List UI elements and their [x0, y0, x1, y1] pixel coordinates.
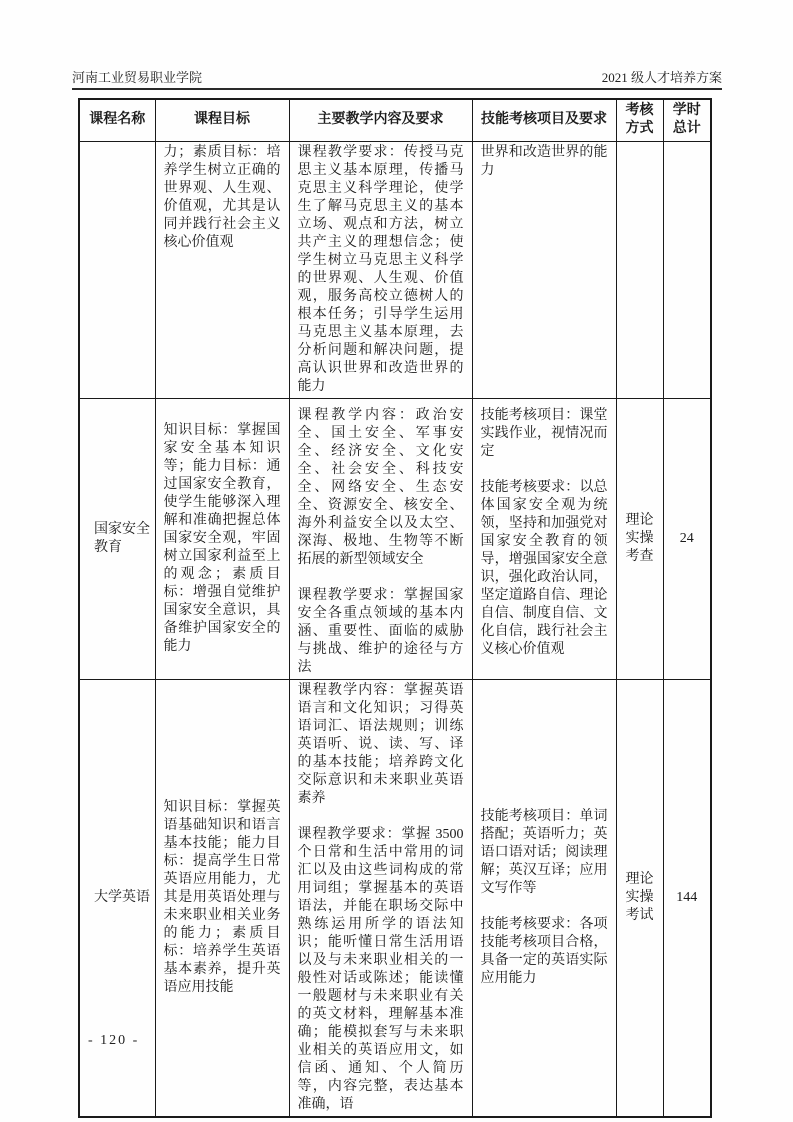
cell-course-name: 国家安全教育 [79, 398, 155, 679]
assessment-paragraph: 世界和改造世界的能力 [480, 144, 608, 178]
objectives-text: 知识目标：掌握国家安全基本知识等；能力目标：通过国家安全教育，使学生能够深入理解和准确把握总体国家安全观，牢固树立国家利益至上的观念；素质目标：增强自觉维护国家安全意识，具备维护国家安全的能力 [163, 422, 281, 654]
content-paragraph: 课程教学要求：掌握国家安全各重点领域的基本内涵、重要性、面临的威胁与挑战、维护的途径与方法 [297, 587, 464, 675]
cell-hours: 144 [663, 679, 711, 1117]
column-header-course-name: 课程名称 [79, 99, 155, 141]
column-header-content: 主要教学内容及要求 [289, 99, 472, 141]
table-row [79, 679, 711, 1117]
cell-objectives [155, 398, 289, 679]
column-header-method: 考核方式 [616, 99, 663, 141]
cell-objectives [155, 141, 289, 398]
cell-objectives [155, 679, 289, 1117]
column-header-hours: 学时总计 [663, 99, 711, 141]
course-table [78, 98, 712, 1118]
cell-course-name [79, 141, 155, 398]
cell-course-name: 大学英语 [79, 679, 155, 1117]
content-paragraph: 课程教学要求：传授马克思主义基本原理，传播马克思主义科学理论，使学生了解马克思主义的基本立场、观点和方法，树立共产主义的理想信念；使学生树立马克思主义科学的世界观、人生观、价值观，服务高校立德树人的根本任务；引导学生运用马克思主义基本原理，去分析问题和解决问题，提高认识世界和改造世界的能力 [297, 144, 464, 394]
cell-hours: 24 [663, 398, 711, 679]
objectives-text: 知识目标：掌握英语基础知识和语言基本技能；能力目标：提高学生日常英语应用能力，尤其是用英语处理与未来职业相关业务的能力；素质目标：培养学生英语基本素养，提升英语应用技能 [163, 799, 281, 995]
table-header-row [79, 99, 711, 141]
cell-hours [663, 141, 711, 398]
assessment-paragraph: 技能考核项目：单词搭配；英语听力；英语口语对话；阅读理解；英汉互译；应用文写作等 [480, 808, 608, 896]
header-rule [72, 88, 722, 90]
page-header [72, 70, 722, 86]
cell-content [289, 398, 472, 679]
assessment-paragraph: 技能考核项目：课堂实践作业，视情况而定 [480, 407, 608, 459]
cell-method [616, 141, 663, 398]
table-row [79, 398, 711, 679]
content-paragraph: 课程教学内容：政治安全、国土安全、军事安全、经济安全、文化安全、社会安全、科技安全、网络安全、生态安全、资源安全、核安全、海外利益安全以及太空、深海、极地、生物等不断拓展的新型领域安全 [297, 407, 464, 567]
cell-content [289, 679, 472, 1117]
page-number: - 120 - [88, 1033, 140, 1048]
page-header-plan-title: 2021 级人才培养方案 [601, 70, 722, 85]
column-header-objectives: 课程目标 [155, 99, 289, 141]
page-header-school-name: 河南工业贸易职业学院 [72, 70, 203, 85]
cell-assessment [472, 679, 616, 1117]
content-paragraph: 课程教学要求：掌握 3500 个日常和生活中常用的词汇以及由这些词构成的常用词组；掌握基本的英语语法，并能在职场交际中熟练运用所学的语法知识；能听懂日常生活用语以及与未来职业相关的一般性对话或陈述；能读懂一般题材与未来职业有关的英文材料，理解基本准确；能模拟套写与未来职业相关的英语应用文，如信函、通知、个人简历等，内容完整，表达基本准确，语 [297, 826, 464, 1112]
table-row [79, 141, 711, 398]
content-paragraph: 课程教学内容：掌握英语语言和文化知识；习得英语词汇、语法规则；训练英语听、说、读、写、译的基本技能；培养跨文化交际意识和未来职业英语素养 [297, 682, 464, 806]
cell-assessment [472, 398, 616, 679]
cell-content [289, 141, 472, 398]
cell-method: 理论实操考查 [616, 398, 663, 679]
cell-method: 理论实操考试 [616, 679, 663, 1117]
assessment-paragraph: 技能考核要求：以总体国家安全观为统领，坚持和加强党对国家安全教育的领导，增强国家安全意识，强化政治认同，坚定道路自信、理论自信、制度自信、文化自信，践行社会主义核心价值观 [480, 479, 608, 657]
cell-assessment [472, 141, 616, 398]
objectives-text: 力；素质目标：培养学生树立正确的世界观、人生观、价值观，尤其是认同并践行社会主义核心价值观 [163, 144, 281, 250]
column-header-assessment: 技能考核项目及要求 [472, 99, 616, 141]
assessment-paragraph: 技能考核要求：各项技能考核项目合格，具备一定的英语实际应用能力 [480, 916, 608, 986]
